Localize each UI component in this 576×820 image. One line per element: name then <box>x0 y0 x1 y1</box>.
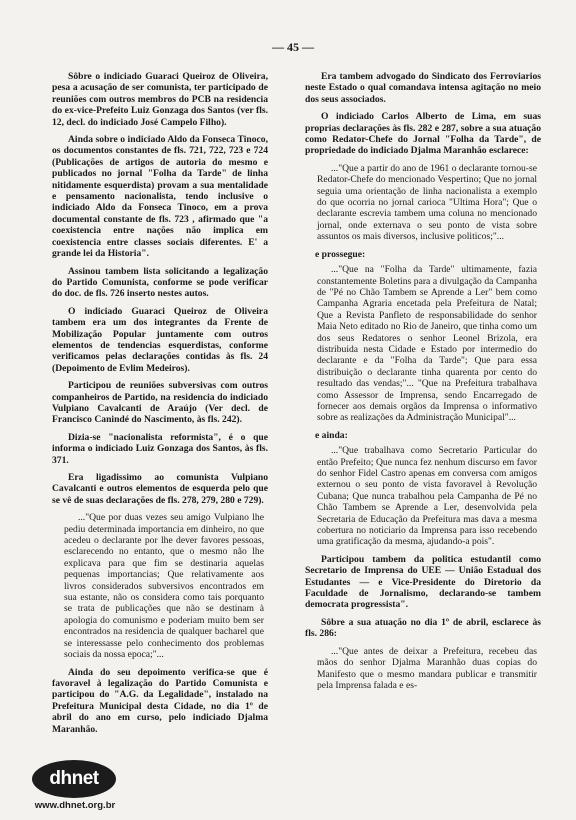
left-column <box>52 71 268 741</box>
quoted-testimony: ..."Que na "Folha da Tarde" ultimamente, fazia constantemente Boletins para a divulgação da Campanha de "Pé no Chão Tambem se Aprende a Ler" bem como Campanha Agraria encetada pela Prefeitura de Natal; Que a Revista Panfleto de responsabilidade do senhor Maia Neto editado no Rio de Janeiro, que tinha como um dos seus Redatores o senhor Leonel Brizola, era distribuida nesta Cidade e Estado por intermedio do declarante e da "Folha da Tarde"; Que para essa distribuição o declarante tinha quarenta por cento do resultado das vendas;"... "Que na Prefeitura trabalhava como Assessor de Imprensa, sendo Encarregado de fornecer aos demais orgãos da Imprensa o informativo sobre as realizações da Administração Municipal"... <box>317 264 537 424</box>
continuation-marker: e prossegue: <box>315 248 366 260</box>
dhnet-logo <box>16 760 126 820</box>
paragraph: O indiciado Guaraci Queiroz de Oliveira tambem era um dos integrantes da Frente de Mobilização Popular juntamente com outros elementos de tendencias esquerdistas, conforme verificamos pelas declarações contidas às fls. 24 (Depoimento de Evlim Medeiros). <box>52 305 268 374</box>
quoted-testimony: ..."Que trabalhava como Secretario Particular do então Prefeito; Que nunca fez nenhum discurso em favor do senhor Fidel Castro apenas em conversa com amigos externou o seu ponto de vista favoravel à Revolução Cubana; Que nunca trabalhou pela Campanha de Pé no Chão Tambem se Aprende a Ler, desenvolvida pela Secretaria de Educação da Prefeitura mas dava a mesma cobertura no noticiario da Imprensa para isso recebendo uma gratificação da mesma, ajudando-a pois". <box>317 445 537 548</box>
paragraph: Sôbre o indiciado Guaraci Queiroz de Oliveira, pesa a acusação de ser comunista, ter participado de reuniões com outros membros do PCB na residencia do ex-vice-Prefeito Luiz Gonzaga dos Santos (ver fls. 12, decl. do indiciado José Campelo Filho). <box>52 71 268 128</box>
quoted-testimony: ..."Que a partir do ano de 1961 o declarante tornou-se Redator-Chefe do mencionado Vespertino; Que no jornal seguia uma orientação de linha nacionalista a exemplo do que ocorria no jornal carioca "Ultima Hora"; Que o declarante escrevia tambem uma coluna no mencionado jornal, onde externava o seu ponto de vista sobre assuntos os mais diversos, inclusive politicos;"... <box>317 162 537 243</box>
paragraph: Dizia-se "nacionalista reformista", é o que informa o indiciado Luiz Gonzaga dos Santos, às fls. 371. <box>52 431 268 466</box>
paragraph: Sôbre a sua atuação no dia 1º de abril, esclarece às fls. 286: <box>305 616 541 640</box>
paragraph: Era ligadissimo ao comunista Vulpiano Cavalcanti e outros elementos de esquerda pelo que se vê de suas declarações de fls. 278, 279, 280 e 729). <box>52 472 268 506</box>
logo-badge: dhnet <box>32 760 116 798</box>
continuation-marker: e ainda: <box>315 429 348 441</box>
page-number: — 45 — <box>272 40 314 54</box>
paragraph: Participou de reuniões subversivas com outros companheiros de Partido, na residencia do indiciado Vulpiano Cavalcanti de Araújo (Ver decl. de Francisco Canindé do Nascimento, às fls. 242). <box>52 380 268 426</box>
paragraph: Participou tambem da politica estudantil como Secretario de Imprensa do UEE — União Estadual dos Estudantes — e Vice-Presidente do Diretorio da Faculdade de Jornalismo, declarando-se tambem democrata progressista". <box>305 553 541 611</box>
right-column <box>305 71 541 697</box>
quoted-testimony: ..."Que por duas vezes seu amigo Vulpiano lhe pediu determinada importancia em dinheiro, no que acedeu o declarante por lhe dever favores pessoas, esclarecendo no entanto, que o mesmo não lhe explicava para que fim se destinaria aquelas pequenas importancias; Que relativamente aos livros considerados subversivos encontrados em sua estante, não os considera como tais porquanto se trata de publicações que não se destinam à apologia do comunismo e poderiam muito bem ser encontrados na residencia de qualquer bacharel que se interessasse pelo conhecimento dos problemas sociais da nossa epoca;"... <box>64 512 264 661</box>
paragraph: Era tambem advogado do Sindicato dos Ferroviarios neste Estado o qual comandava intensa agitação no meio dos seus associados. <box>305 71 541 105</box>
paragraph: Ainda sobre o indiciado Aldo da Fonseca Tinoco, os documentos constantes de fls. 721, 722, 723 e 724 (Publicações de artigos de autoria do mesmo e publicados no jornal "Folha da Tarde" de linha nitidamente esquerdista) provam a sua mentalidade e pensamento nacionalista, tendo inclusive o indiciado Aldo da Fonseca Tinoco, em a prova documental constante de fls. 723 , afirmado que "a coexistencia entre nações não implica em coexistencia entre classes sociais diferentes. E' a grande lei da Historia". <box>52 134 268 260</box>
quoted-testimony: ..."Que antes de deixar a Prefeitura, recebeu das mãos do senhor Djalma Maranhão duas copias do Manifesto que o mesmo mandara publicar e transmitir pela Imprensa falada e es- <box>317 645 537 691</box>
paragraph: Ainda do seu depoimento verifica-se que é favoravel à legalização do Partido Comunista e participou do "A.G. da Legalidade", instalado na Prefeitura Municipal desta Cidade, no dia 1º de abril do ano em curso, pelo indiciado Djalma Maranhão. <box>52 666 268 735</box>
paragraph: O indiciado Carlos Alberto de Lima, em suas proprias declarações às fls. 282 e 287, sobre a sua atuação como Redator-Chefe do Jornal "Folha da Tarde", de propriedade do indiciado Djalma Maranhão esclarece: <box>305 111 541 157</box>
logo-url: www.dhnet.org.br <box>34 800 116 811</box>
paragraph: Assinou tambem lista solicitando a legalização do Partido Comunista, conforme se pode verificar do doc. de fls. 726 inserto nestes autos. <box>52 265 268 300</box>
